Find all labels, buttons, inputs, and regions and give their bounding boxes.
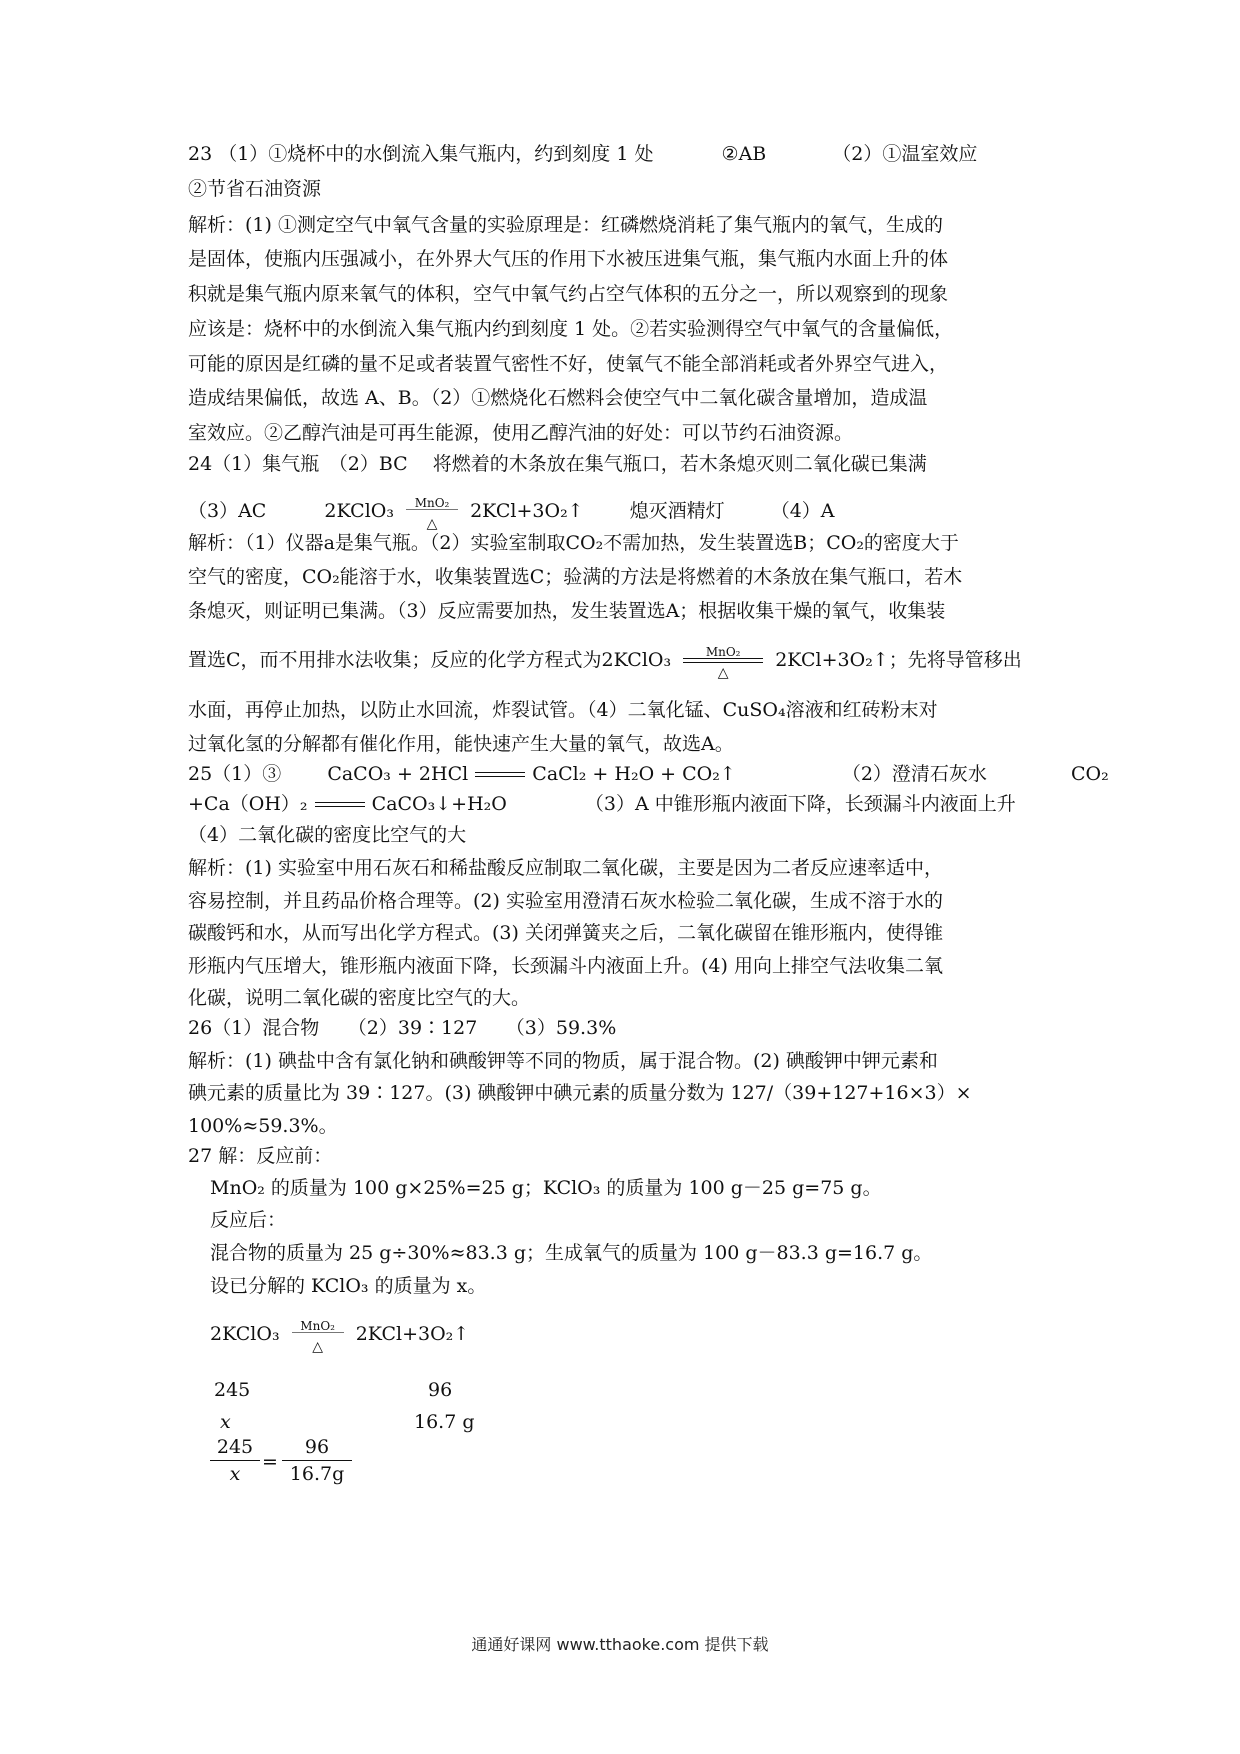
answer-25-part1: 25（1）③ xyxy=(188,763,282,785)
catalyst-label: MnO₂ xyxy=(300,1319,335,1333)
heat-symbol: △ xyxy=(426,516,438,532)
answer-25-part2: （2）澄清石灰水 xyxy=(841,763,987,785)
text-line: 室效应。②乙醇汽油是可再生能源，使用乙醇汽油的好处：可以节约石油资源。 xyxy=(188,422,854,444)
equation-text-line xyxy=(188,645,1022,681)
heat-symbol: △ xyxy=(312,1339,324,1355)
answer-23-part1: 23 （1）①烧杯中的水倒流入集气瓶内，约到刻度 1 处 xyxy=(188,143,654,165)
equation-reactant: 2KClO₃ xyxy=(210,1323,280,1345)
answer-23-line xyxy=(188,142,977,166)
fraction-numerator: 245 xyxy=(210,1434,260,1461)
catalyst-label: MnO₂ xyxy=(414,496,450,510)
answer-24-part4: （4）A xyxy=(770,500,835,522)
equation-product: 2KCl+3O₂↑ xyxy=(355,1323,470,1345)
text-line: 是固体，使瓶内压强减小，在外界大气压的作用下水被压进集气瓶，集气瓶内水面上升的体 xyxy=(188,248,949,270)
molar-mass-reactant: 245 xyxy=(214,1379,251,1401)
answer-25-part3: （3）A 中锥形瓶内液面下降，长颈漏斗内液面上升 xyxy=(584,793,1016,815)
text-line: 水面，再停止加热，以防止水回流，炸裂试管。（4）二氧化锰、CuSO₄溶液和红砖粉末对 xyxy=(188,699,938,721)
text-line: 化碳，说明二氧化碳的密度比空气的大。 xyxy=(188,987,531,1009)
answer-24-line: 24（1）集气瓶 （2）BC 将燃着的木条放在集气瓶口，若木条熄灭则二氧化碳已集满 xyxy=(188,453,927,475)
text-line: 解析：(1) 碘盐中含有氯化钠和碘酸钾等不同的物质，属于混合物。(2) 碘酸钾中钾元素和 xyxy=(188,1050,938,1072)
answer-25-line2 xyxy=(188,792,1016,816)
equation-text-before: 置选C，而不用排水法收集；反应的化学方程式为2KClO₃ xyxy=(188,649,672,671)
text-line: 设已分解的 KClO₃ 的质量为 x。 xyxy=(210,1275,487,1297)
text-line: 条熄灭，则证明已集满。（3）反应需要加热，发生装置选A；根据收集干燥的氧气，收集装 xyxy=(188,600,946,622)
equation-reactant: 2KClO₃ xyxy=(324,500,394,522)
text-line: 容易控制，并且药品价格合理等。(2) 实验室用澄清石灰水检验二氧化碳，生成不溶于水的 xyxy=(188,890,943,912)
text-line: 形瓶内气压增大，锥形瓶内液面下降，长颈漏斗内液面上升。(4) 用向上排空气法收集二氧 xyxy=(188,955,943,977)
text-line: 反应后： xyxy=(210,1209,287,1231)
unknown-mass: x xyxy=(220,1411,231,1433)
answer-24-part3: （3）AC xyxy=(188,500,267,522)
answer-23-part2: ②AB xyxy=(721,143,767,165)
heat-symbol: △ xyxy=(717,665,729,681)
fraction-denominator: x xyxy=(229,1463,241,1485)
answer-24-equation-line xyxy=(188,496,835,532)
equals-sign xyxy=(475,771,525,779)
answer-27-equation xyxy=(210,1319,470,1355)
text-line: 100%≈59.3%。 xyxy=(188,1115,338,1137)
answer-24-step: 熄灭酒精灯 xyxy=(629,500,725,522)
catalyst-label: MnO₂ xyxy=(705,645,741,659)
fraction-numerator: 96 xyxy=(282,1434,352,1461)
equation-reactant: CaCO₃ + 2HCl xyxy=(327,763,469,785)
text-line: 可能的原因是红磷的量不足或者装置气密性不好，使氧气不能全部消耗或者外界空气进入， xyxy=(188,353,949,375)
reaction-condition-arrow xyxy=(402,496,462,532)
reaction-condition-arrow xyxy=(679,645,767,681)
reaction-condition-arrow xyxy=(288,1319,348,1355)
equation-reactant: CO₂ xyxy=(1070,763,1109,785)
text-line: 碳酸钙和水，从而写出化学方程式。(3) 关闭弹簧夹之后，二氧化碳留在锥形瓶内，使得锥 xyxy=(188,922,943,944)
text-line: 应该是：烧杯中的水倒流入集气瓶内约到刻度 1 处。②若实验测得空气中氧气的含量偏低， xyxy=(188,318,954,340)
text-line: （4）二氧化碳的密度比空气的大 xyxy=(188,824,467,846)
equation-product: CaCl₂ + H₂O + CO₂↑ xyxy=(532,763,736,785)
text-line: 过氧化氢的分解都有催化作用，能快速产生大量的氧气，故选A。 xyxy=(188,733,734,755)
equation-reactant: +Ca（OH）₂ xyxy=(188,793,308,815)
text-line: 解析：(1) 实验室中用石灰石和稀盐酸反应制取二氧化碳，主要是因为二者反应速率适中， xyxy=(188,857,943,879)
text-line: MnO₂ 的质量为 100 g×25%=25 g；KClO₃ 的质量为 100 g－25 g=75 g。 xyxy=(210,1177,882,1199)
proportion-left-fraction xyxy=(210,1434,260,1487)
equation-product: 2KCl+3O₂↑ xyxy=(470,500,584,522)
equals-sign: = xyxy=(262,1451,278,1473)
page-footer: 通通好课网 www.tthaoke.com 提供下载 xyxy=(471,1635,769,1654)
proportion-right-fraction xyxy=(282,1434,352,1487)
answer-25-line xyxy=(188,762,1109,786)
text-line: 积就是集气瓶内原来氧气的体积，空气中氧气约占空气体积的五分之一，所以观察到的现象 xyxy=(188,283,949,305)
equation-text-after: 2KCl+3O₂↑；先将导管移出 xyxy=(775,649,1022,671)
fraction-denominator: 16.7g xyxy=(289,1463,345,1485)
answer-27-line: 27 解：反应前： xyxy=(188,1145,333,1167)
answer-26-line: 26（1）混合物 （2）39∶127 （3）59.3% xyxy=(188,1017,617,1039)
equals-sign xyxy=(315,801,365,809)
equation-product: CaCO₃↓+H₂O xyxy=(371,793,507,815)
text-line: 解析：（1）仪器a是集气瓶。（2）实验室制取CO₂不需加热，发生装置选B；CO₂的密度大于 xyxy=(188,532,959,554)
text-line: 解析：(1) ①测定空气中氧气含量的实验原理是：红磷燃烧消耗了集气瓶内的氧气，生成的 xyxy=(188,214,943,236)
text-line: 碘元素的质量比为 39∶127。(3) 碘酸钾中碘元素的质量分数为 127/（39+127+16×3）× xyxy=(188,1082,972,1104)
oxygen-mass: 16.7 g xyxy=(414,1411,475,1433)
text-line: 混合物的质量为 25 g÷30%≈83.3 g；生成氧气的质量为 100 g－83.3 g=16.7 g。 xyxy=(210,1242,933,1264)
text-line: 造成结果偏低，故选 A、B。（2）①燃烧化石燃料会使空气中二氧化碳含量增加，造成温 xyxy=(188,387,928,409)
molar-mass-product: 96 xyxy=(428,1379,453,1401)
text-line: ②节省石油资源 xyxy=(188,178,322,200)
text-line: 空气的密度，CO₂能溶于水，收集装置选C；验满的方法是将燃着的木条放在集气瓶口，若木 xyxy=(188,566,963,588)
answer-23-part3: （2）①温室效应 xyxy=(832,143,978,165)
